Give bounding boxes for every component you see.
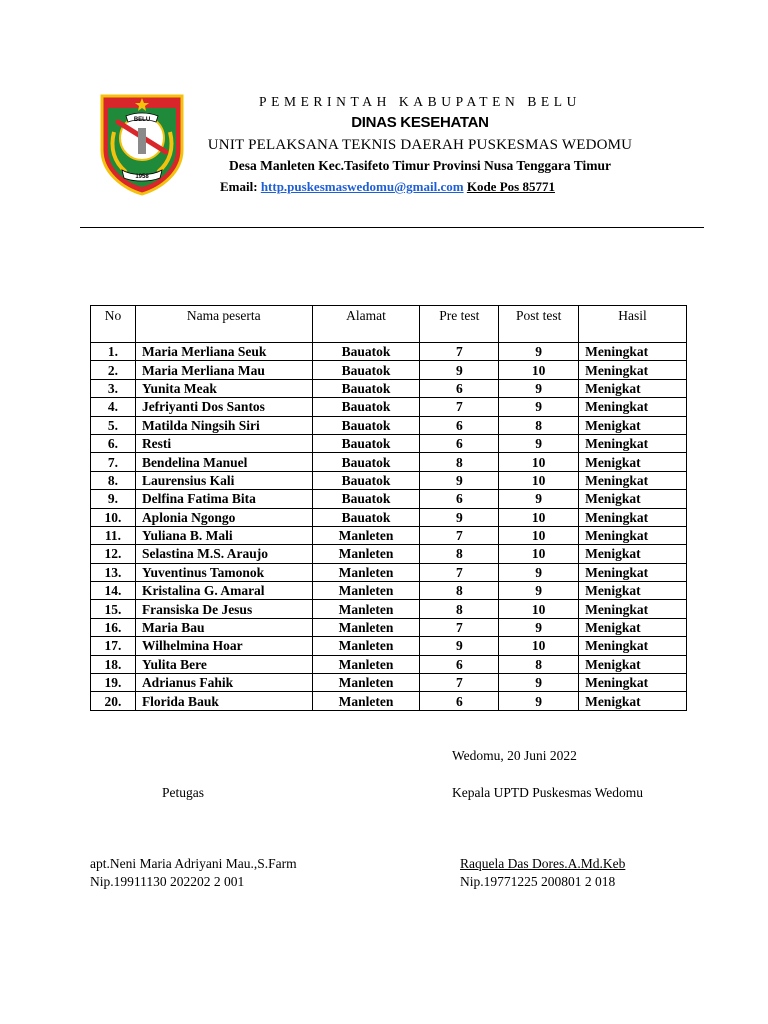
table-row: [91, 361, 687, 379]
table-row: [91, 526, 687, 544]
email-label: Email:: [220, 179, 258, 194]
row-no: 15.: [91, 600, 136, 618]
row-post-test: 8: [499, 655, 579, 673]
row-address: Manleten: [312, 618, 420, 636]
row-name: Selastina M.S. Araujo: [135, 545, 312, 563]
row-post-test: 9: [499, 674, 579, 692]
row-post-test: 9: [499, 398, 579, 416]
row-address: Manleten: [312, 655, 420, 673]
row-pre-test: 6: [420, 434, 499, 452]
left-signer-title: Petugas: [162, 785, 204, 800]
row-no: 18.: [91, 655, 136, 673]
table-row: [91, 600, 687, 618]
row-no: 3.: [91, 379, 136, 397]
row-address: Bauatok: [312, 434, 420, 452]
header-divider: [80, 227, 704, 228]
row-post-test: 9: [499, 692, 579, 710]
row-address: Manleten: [312, 637, 420, 655]
right-signer-nip: Nip.19771225 200801 2 018: [460, 874, 616, 889]
row-pre-test: 7: [420, 526, 499, 544]
table-row: [91, 343, 687, 361]
logo-banner-text: BELU: [133, 117, 151, 123]
row-result: Menigkat: [579, 545, 687, 563]
header-department: DINAS KESEHATAN: [351, 114, 489, 131]
row-no: 7.: [91, 453, 136, 471]
table-row: [91, 674, 687, 692]
row-no: 6.: [91, 434, 136, 452]
row-pre-test: 6: [420, 655, 499, 673]
row-address: Manleten: [312, 600, 420, 618]
row-no: 9.: [91, 490, 136, 508]
row-name: Laurensius Kali: [135, 471, 312, 489]
row-address: Bauatok: [312, 343, 420, 361]
header-pre-test: Pre test: [420, 306, 499, 343]
row-result: Menigkat: [579, 416, 687, 434]
header-address: Alamat: [312, 306, 420, 343]
row-post-test: 9: [499, 343, 579, 361]
table-row: [91, 545, 687, 563]
row-pre-test: 7: [420, 618, 499, 636]
row-pre-test: 7: [420, 563, 499, 581]
place-date: Wedomu, 20 Juni 2022: [452, 748, 577, 763]
right-signer-title: Kepala UPTD Puskesmas Wedomu: [452, 785, 644, 800]
row-name: Fransiska De Jesus: [135, 600, 312, 618]
row-name: Maria Bau: [135, 618, 312, 636]
row-post-test: 10: [499, 361, 579, 379]
row-no: 13.: [91, 563, 136, 581]
row-address: Bauatok: [312, 398, 420, 416]
row-post-test: 10: [499, 545, 579, 563]
header-government: PEMERINTAH KABUPATEN BELU: [259, 94, 581, 109]
row-name: Delfina Fatima Bita: [135, 490, 312, 508]
row-address: Bauatok: [312, 471, 420, 489]
table-row: [91, 434, 687, 452]
right-signer-name: Raquela Das Dores.A.Md.Keb: [460, 856, 626, 871]
row-result: Meningkat: [579, 637, 687, 655]
row-post-test: 9: [499, 434, 579, 452]
row-post-test: 10: [499, 471, 579, 489]
row-name: Adrianus Fahik: [135, 674, 312, 692]
header-no: No: [91, 306, 136, 343]
row-no: 5.: [91, 416, 136, 434]
row-result: Meningkat: [579, 674, 687, 692]
row-no: 1.: [91, 343, 136, 361]
row-pre-test: 7: [420, 398, 499, 416]
row-address: Manleten: [312, 674, 420, 692]
row-result: Meningkat: [579, 508, 687, 526]
row-address: Bauatok: [312, 453, 420, 471]
row-name: Resti: [135, 434, 312, 452]
logo-year-text: 1958: [135, 174, 149, 180]
row-result: Meningkat: [579, 526, 687, 544]
email-link[interactable]: http.puskesmaswedomu@gmail.com: [260, 179, 464, 194]
row-pre-test: 8: [420, 582, 499, 600]
left-signer-name: apt.Neni Maria Adriyani Mau.,S.Farm: [90, 856, 297, 871]
row-no: 4.: [91, 398, 136, 416]
table-row: [91, 398, 687, 416]
row-pre-test: 6: [420, 416, 499, 434]
row-post-test: 10: [499, 526, 579, 544]
row-pre-test: 9: [420, 471, 499, 489]
row-name: Yunita Meak: [135, 379, 312, 397]
table-row: [91, 618, 687, 636]
row-pre-test: 6: [420, 379, 499, 397]
row-pre-test: 8: [420, 545, 499, 563]
row-pre-test: 9: [420, 361, 499, 379]
row-pre-test: 8: [420, 453, 499, 471]
row-address: Manleten: [312, 692, 420, 710]
row-post-test: 10: [499, 600, 579, 618]
row-address: Manleten: [312, 526, 420, 544]
row-result: Meningkat: [579, 434, 687, 452]
row-result: Menigkat: [579, 618, 687, 636]
table-row: [91, 416, 687, 434]
row-pre-test: 7: [420, 343, 499, 361]
table-row: [91, 692, 687, 710]
header-unit: UNIT PELAKSANA TEKNIS DAERAH PUSKESMAS WEDOMU: [207, 137, 633, 153]
header-address: Desa Manleten Kec.Tasifeto Timur Provinsi Nusa Tenggara Timur: [228, 158, 612, 173]
row-result: Meningkat: [579, 361, 687, 379]
row-address: Bauatok: [312, 416, 420, 434]
row-post-test: 10: [499, 453, 579, 471]
table-row: [91, 655, 687, 673]
row-name: Wilhelmina Hoar: [135, 637, 312, 655]
row-result: Meningkat: [579, 471, 687, 489]
row-name: Kristalina G. Amaral: [135, 582, 312, 600]
table-row: [91, 471, 687, 489]
header-contact: [220, 179, 555, 195]
row-name: Bendelina Manuel: [135, 453, 312, 471]
row-name: Maria Merliana Mau: [135, 361, 312, 379]
row-no: 17.: [91, 637, 136, 655]
belu-coat-of-arms-logo: [96, 92, 188, 196]
row-name: Yulita Bere: [135, 655, 312, 673]
row-no: 11.: [91, 526, 136, 544]
row-no: 8.: [91, 471, 136, 489]
row-address: Bauatok: [312, 508, 420, 526]
row-address: Manleten: [312, 582, 420, 600]
table-header-row: [91, 306, 687, 343]
row-pre-test: 9: [420, 637, 499, 655]
row-no: 16.: [91, 618, 136, 636]
row-result: Menigkat: [579, 379, 687, 397]
row-no: 2.: [91, 361, 136, 379]
table-row: [91, 563, 687, 581]
row-post-test: 9: [499, 582, 579, 600]
postal-code: Kode Pos 85771: [466, 179, 555, 194]
row-result: Menigkat: [579, 692, 687, 710]
row-address: Bauatok: [312, 490, 420, 508]
row-address: Manleten: [312, 563, 420, 581]
header-name: Nama peserta: [135, 306, 312, 343]
row-no: 14.: [91, 582, 136, 600]
table-row: [91, 453, 687, 471]
row-post-test: 8: [499, 416, 579, 434]
row-post-test: 10: [499, 508, 579, 526]
table-row: [91, 508, 687, 526]
left-signer-nip: Nip.19911130 202202 2 001: [90, 874, 245, 889]
row-result: Menigkat: [579, 655, 687, 673]
row-post-test: 10: [499, 637, 579, 655]
row-name: Yuliana B. Mali: [135, 526, 312, 544]
header-result: Hasil: [579, 306, 687, 343]
participants-table: [90, 305, 687, 711]
row-no: 12.: [91, 545, 136, 563]
table-body: [91, 343, 687, 711]
row-name: Matilda Ningsih Siri: [135, 416, 312, 434]
row-name: Jefriyanti Dos Santos: [135, 398, 312, 416]
row-pre-test: 7: [420, 674, 499, 692]
row-result: Menigkat: [579, 453, 687, 471]
row-address: Bauatok: [312, 379, 420, 397]
table-row: [91, 582, 687, 600]
row-result: Menigkat: [579, 490, 687, 508]
row-post-test: 9: [499, 379, 579, 397]
row-result: Meningkat: [579, 343, 687, 361]
header-post-test: Post test: [499, 306, 579, 343]
table-row: [91, 637, 687, 655]
row-name: Yuventinus Tamonok: [135, 563, 312, 581]
row-address: Bauatok: [312, 361, 420, 379]
row-pre-test: 9: [420, 508, 499, 526]
row-name: Maria Merliana Seuk: [135, 343, 312, 361]
row-name: Florida Bauk: [135, 692, 312, 710]
row-pre-test: 6: [420, 490, 499, 508]
row-result: Menigkat: [579, 582, 687, 600]
row-pre-test: 6: [420, 692, 499, 710]
row-result: Meningkat: [579, 600, 687, 618]
row-post-test: 9: [499, 618, 579, 636]
table-row: [91, 490, 687, 508]
row-post-test: 9: [499, 490, 579, 508]
row-name: Aplonia Ngongo: [135, 508, 312, 526]
row-post-test: 9: [499, 563, 579, 581]
row-no: 10.: [91, 508, 136, 526]
row-no: 19.: [91, 674, 136, 692]
row-pre-test: 8: [420, 600, 499, 618]
row-result: Meningkat: [579, 398, 687, 416]
row-no: 20.: [91, 692, 136, 710]
row-address: Manleten: [312, 545, 420, 563]
table-row: [91, 379, 687, 397]
row-result: Meningkat: [579, 563, 687, 581]
